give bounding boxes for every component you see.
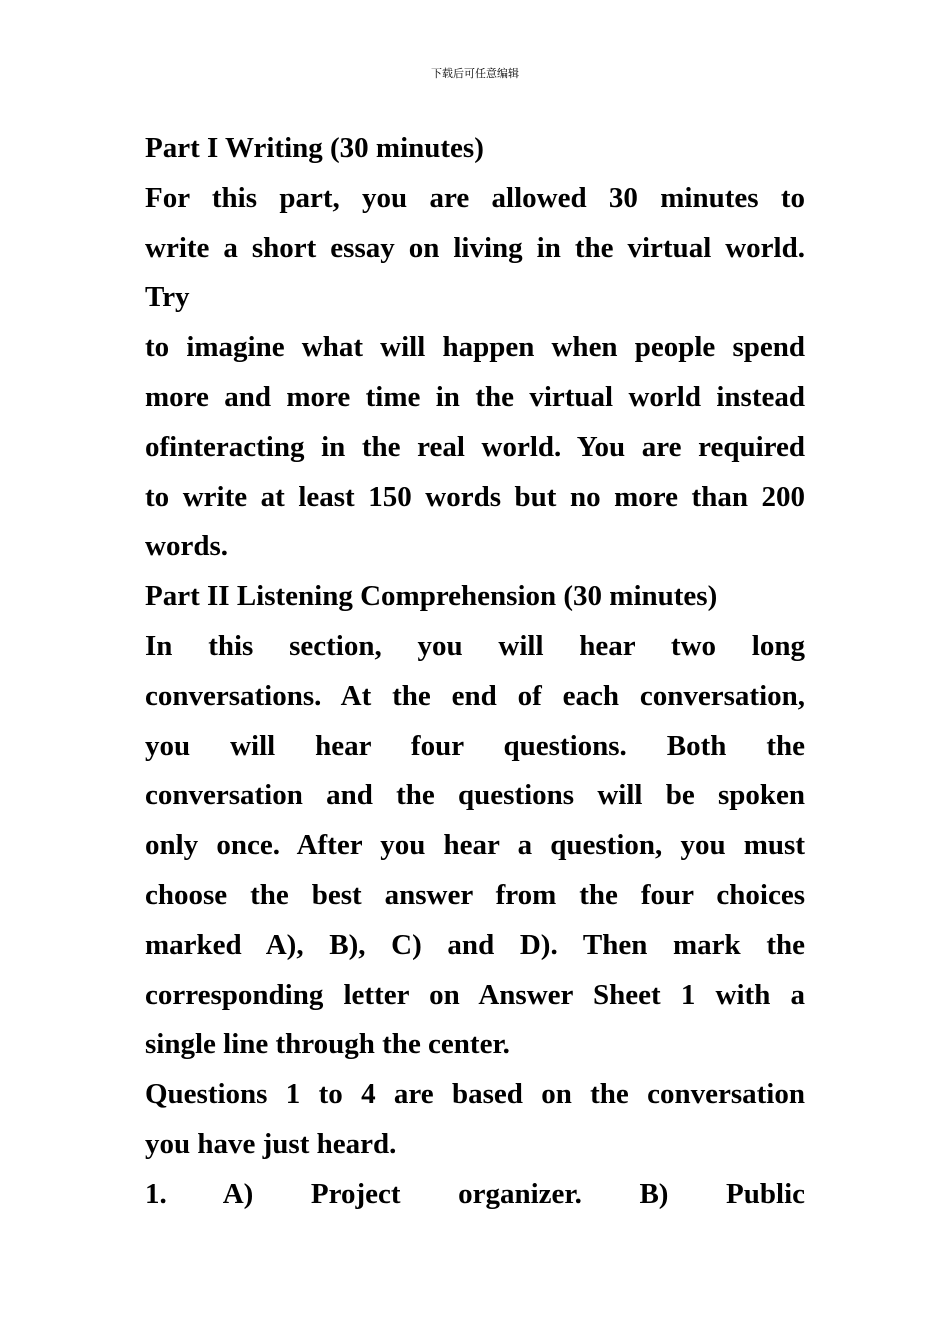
- text-line: Part II Listening Comprehension (30 minutes): [145, 580, 718, 613]
- text-line: only once. After you hear a question, you must: [145, 829, 805, 862]
- text-line: choose the best answer from the four choices: [145, 878, 805, 911]
- text-line: Questions 1 to 4 are based on the conversation: [145, 1078, 805, 1111]
- document-body: [145, 124, 805, 1220]
- text-line: For this part, you are allowed 30 minutes to: [145, 181, 805, 214]
- text-line: corresponding letter on Answer Sheet 1 with a: [145, 978, 805, 1011]
- text-line: single line through the center.: [145, 1028, 510, 1061]
- text-line: to imagine what will happen when people spend: [145, 331, 805, 364]
- text-line: you will hear four questions. Both the: [145, 729, 805, 762]
- text-line: Part I Writing (30 minutes): [145, 132, 484, 164]
- text-line: write a short essay on living in the virtual world.: [145, 231, 805, 264]
- text-line: you have just heard.: [145, 1127, 397, 1160]
- text-line: 1. A) Project organizer. B) Public: [145, 1177, 805, 1210]
- text-line: In this section, you will hear two long: [145, 629, 805, 662]
- text-line: marked A), B), C) and D). Then mark the: [145, 928, 805, 961]
- page-header-note: 下载后可任意编辑: [431, 67, 519, 80]
- text-line: conversations. At the end of each conversation,: [145, 679, 805, 712]
- text-line: words.: [145, 530, 228, 563]
- text-line: Try: [145, 281, 190, 314]
- text-line: conversation and the questions will be spoken: [145, 779, 805, 812]
- text-line: ofinteracting in the real world. You are required: [145, 430, 805, 463]
- text-line: more and more time in the virtual world instead: [145, 380, 805, 413]
- text-line: to write at least 150 words but no more than 200: [145, 480, 805, 513]
